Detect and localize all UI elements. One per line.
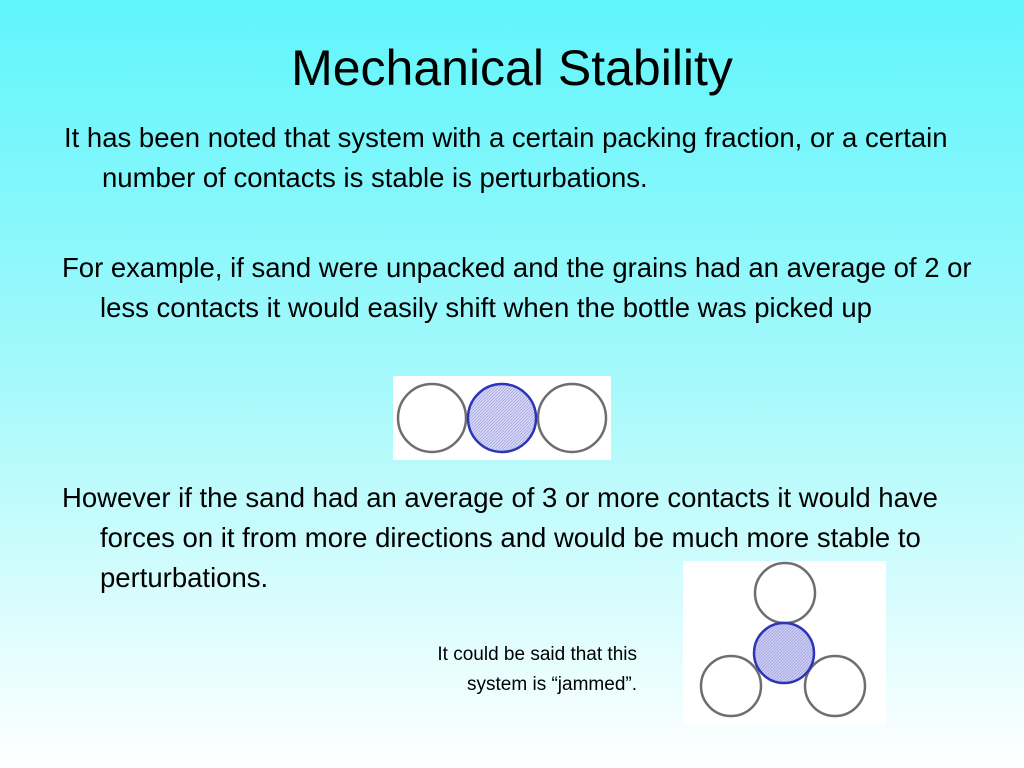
- three-contact-grain-svg: [683, 561, 886, 725]
- two-contact-grain-svg: [393, 376, 611, 460]
- two-contact-grain-diagram: [393, 376, 611, 460]
- bottom-right-grain: [805, 656, 865, 716]
- center-grain-highlighted: [754, 623, 814, 683]
- right-grain: [538, 384, 606, 452]
- bottom-left-grain: [701, 656, 761, 716]
- three-contact-grain-diagram: [683, 561, 886, 725]
- caption-line-1: It could be said that this: [437, 644, 637, 665]
- jammed-caption: [330, 640, 637, 700]
- center-grain-highlighted: [468, 384, 536, 452]
- top-grain: [755, 563, 815, 623]
- slide-title: Mechanical Stability: [291, 40, 733, 96]
- paragraph-three-contacts: However if the sand had an average of 3 or more contacts it would have forces on it from more directions and would be much more stable to perturbations.: [62, 482, 938, 593]
- paragraph-packing-fraction: It has been noted that system with a certain packing fraction, or a certain number of contacts is stable is perturbations.: [64, 122, 948, 193]
- left-grain: [398, 384, 466, 452]
- paragraph-two-contacts: For example, if sand were unpacked and the grains had an average of 2 or less contacts it would easily shift when the bottle was picked up: [62, 252, 972, 323]
- caption-line-2: system is “jammed”.: [467, 674, 637, 695]
